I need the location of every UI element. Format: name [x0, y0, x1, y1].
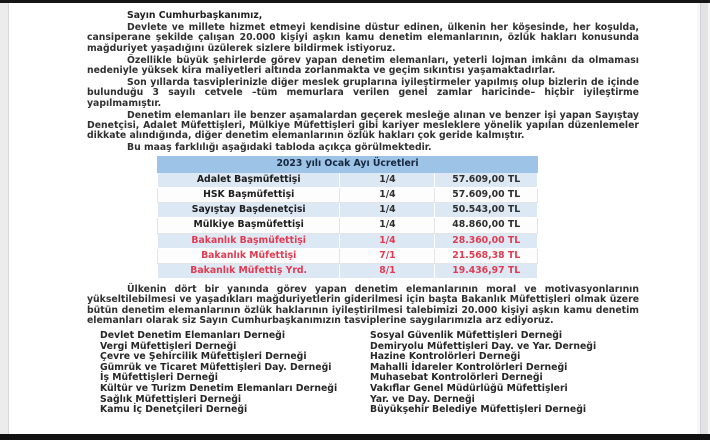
table-title-row: [158, 156, 538, 172]
row-grade: 8/1: [340, 264, 435, 279]
row-title: Bakanlık Başmüfettişi: [158, 233, 340, 248]
association-item: İş Müfettişleri Derneği: [100, 372, 218, 384]
association-item: Sosyal Güvenlik Müfettişleri Derneği: [370, 330, 563, 342]
row-salary: 50.543,00 TL: [435, 203, 538, 218]
association-item: Vakıflar Genel Müdürlüğü Müfettişleri: [370, 383, 568, 395]
row-title: Mülkiye Başmüfettişi: [158, 218, 340, 233]
row-grade: 1/4: [340, 188, 435, 203]
paragraph-5: Bu maaş farklılığı aşağıdaki tabloda açıkça görülmektedir.: [127, 142, 432, 154]
signatory-associations: [100, 331, 639, 416]
table-row-highlighted: [158, 264, 538, 279]
association-item: Kamu İç Denetçileri Derneği: [100, 404, 248, 416]
association-item: Gümrük ve Ticaret Müfettişleri Day. Derneği: [100, 361, 332, 373]
row-salary: 19.436,97 TL: [435, 264, 538, 279]
table-row: [158, 172, 538, 187]
association-item: Çevre ve Şehircilik Müfettişleri Derneği: [100, 351, 307, 363]
table-row-highlighted: [158, 248, 538, 263]
association-item: Vergi Müfettişleri Derneği: [100, 340, 237, 352]
row-salary: 48.860,00 TL: [435, 218, 538, 233]
association-item: Demiryolu Müfettişleri Day. ve Yar. Derneği: [370, 340, 597, 352]
scrollbar-track[interactable]: [700, 3, 708, 434]
association-item: Muhasebat Kontrolörleri Derneği: [370, 372, 543, 384]
row-grade: 7/1: [340, 248, 435, 263]
paragraph-3: Son yıllarda tasviplerinizle diğer meslek gruplarına iyileştirmeler yapılmış olup bizlerin de içinde bulunduğu 3 sayılı cetvele –tüm memurlara verilen genel zamlar haricinde– hiçbir iyileştirme yapılmamıştır.: [87, 77, 639, 109]
window-bottom-border: [0, 434, 710, 440]
row-title: HSK Başmüfettişi: [158, 188, 340, 203]
table-row: [158, 203, 538, 218]
row-title: Sayıştay Başdenetçisi: [158, 203, 340, 218]
row-salary: 57.609,00 TL: [435, 188, 538, 203]
associations-column-left: [100, 331, 370, 416]
association-item: Büyükşehir Belediye Müfettişleri Derneği: [370, 404, 587, 416]
association-item: Hazine Kontrolörleri Derneği: [370, 351, 521, 363]
row-title: Bakanlık Müfettiş Yrd.: [158, 264, 340, 279]
row-title: Bakanlık Müfettişi: [158, 248, 340, 263]
salary-table: [157, 156, 538, 280]
association-item: Sağlık Müfettişleri Derneği: [100, 393, 242, 405]
associations-column-right: [370, 331, 639, 416]
table-row: [158, 188, 538, 203]
row-grade: 1/4: [340, 172, 435, 187]
row-grade: 1/4: [340, 233, 435, 248]
association-item: Yar. ve Day. Derneği: [370, 393, 475, 405]
row-salary: 21.568,38 TL: [435, 248, 538, 263]
table-row-highlighted: [158, 233, 538, 248]
association-item: Devlet Denetim Elemanları Derneği: [100, 330, 286, 342]
association-item: Kültür ve Turizm Denetim Elemanları Derneği: [100, 383, 338, 395]
row-salary: 57.609,00 TL: [435, 172, 538, 187]
row-grade: 1/4: [340, 218, 435, 233]
paragraph-4: Denetim elemanları ile benzer aşamalardan geçerek mesleğe alınan ve benzer işi yapan Sayıştay Denetçisi, Adalet Müfettişleri, Mülkiye Müfettişleri gibi kariyer mesleklere yönelik yapılan düzenlemeler dikkate alındığında, diğer denetim elemanlarının özlük hakları çok geride kalmıştır.: [87, 109, 639, 142]
row-salary: 28.360,00 TL: [435, 233, 538, 248]
association-item: Mahalli İdareler Kontrolörleri Derneği: [370, 361, 568, 373]
row-title: Adalet Başmüfettişi: [158, 172, 340, 187]
row-grade: 1/4: [340, 203, 435, 218]
paragraph-2: Özellikle büyük şehirlerde görev yapan denetim elemanları, yeterli lojman imkânı da olmaması nedeniyle yüksek kira maliyetleri altında zorlanmakta ve geçim sıkıntısı yaşamaktadırlar.: [87, 54, 639, 77]
paragraph-1: Devlete ve millete hizmet etmeyi kendisine düstur edinen, ülkenin her köşesinde, her koşulda, cansiperane şekilde çalışan 20.000 kişiyi aşkın kamu denetim elemanlarının, özlük hakları konusunda mağduriyet yaşadığını üzülerek sizlere bildirmek istiyoruz.: [87, 22, 639, 54]
salutation: Sayın Cumhurbaşkanımız,: [127, 10, 263, 21]
page-left-edge-strip: [0, 3, 9, 434]
table-row: [158, 218, 538, 233]
document-page: [10, 3, 697, 434]
table-title: 2023 yılı Ocak Ayı Ücretleri: [158, 156, 538, 172]
closing-paragraph: Ülkenin dört bir yanında görev yapan denetim elemanlarının moral ve motivasyonlarının yükseltilebilmesi ve yaşadıkları mağduriyetlerin giderilmesi için başta Bakanlık Müfettişleri olmak üzere bütün denetim elemanlarının özlük haklarının iyileştirilmesi talebimizi 20.000 kişiyi aşkın kamu denetim elemanları olarak siz Sayın Cumhurbaşkanımızın tasviplerine saygılarımızla arz ediyoruz.: [87, 284, 639, 326]
